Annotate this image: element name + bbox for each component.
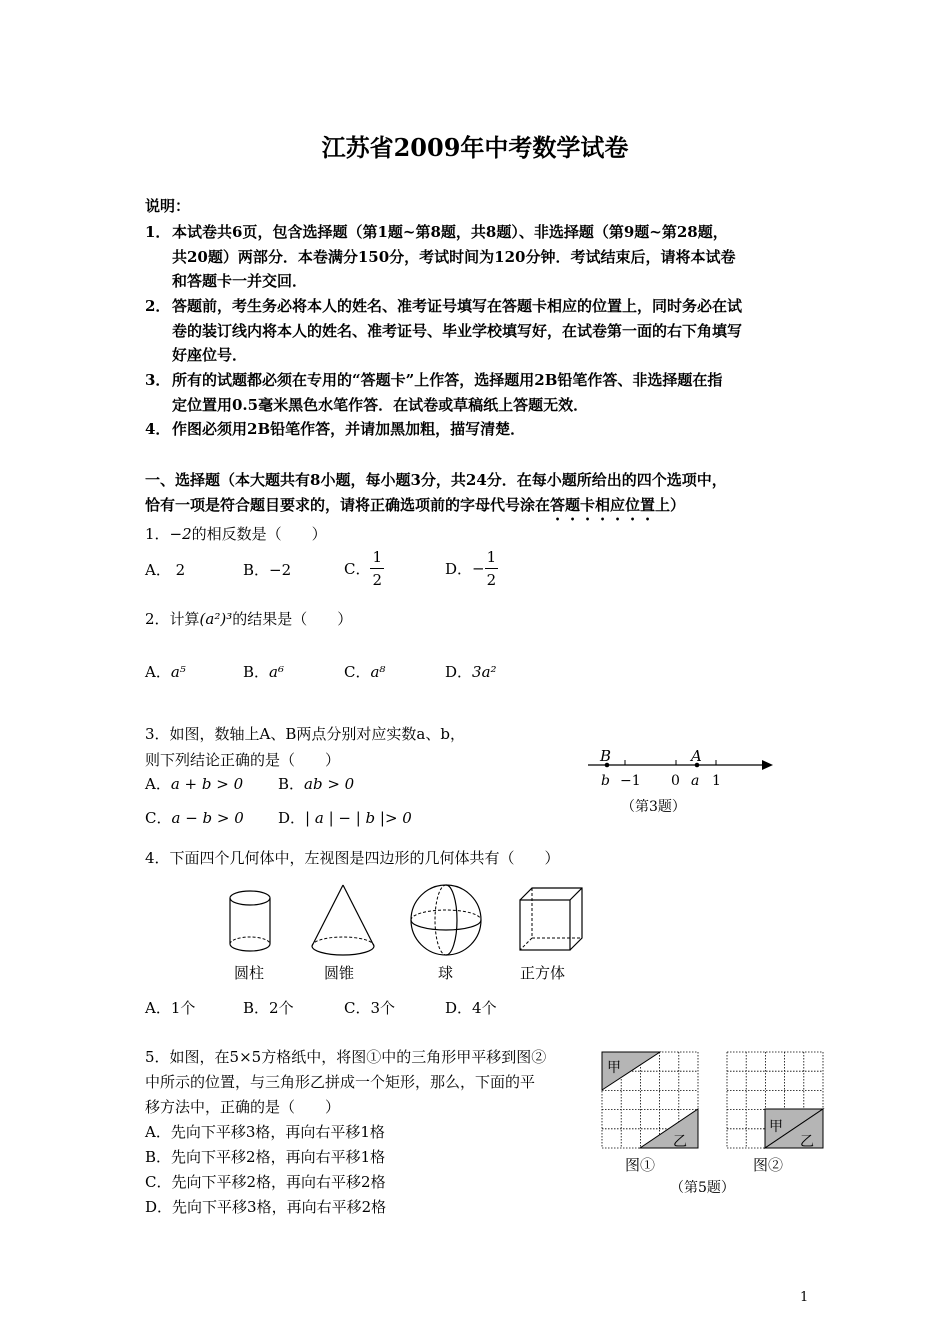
q4-option-c: C．3个	[344, 999, 396, 1017]
label-cylinder: 圆柱	[234, 964, 265, 982]
q3-option-b: B．ab > 0	[278, 775, 355, 793]
grid-figure-2	[727, 1052, 823, 1150]
q5-option-d: D．先向下平移3格，再向右平移2格	[145, 1198, 387, 1216]
q5-stem-line-1: 5．如图，在5×5方格纸中，将图①中的三角形甲平移到图②	[145, 1048, 547, 1066]
note-number: 2．	[145, 297, 171, 315]
q2-option-b: B．a⁶	[243, 663, 284, 681]
grid-figure-1	[602, 1052, 698, 1150]
q5-stem-line-3: 移方法中，正确的是（ ）	[145, 1098, 341, 1116]
note-line: 卷的装订线内将本人的姓名、准考证号、毕业学校填写好，在试卷第一面的右下角填写	[172, 321, 743, 340]
cylinder-icon	[230, 891, 270, 951]
number-line-figure	[585, 745, 785, 820]
page-title: 江苏省2009年中考数学试卷	[321, 133, 629, 162]
label-b: b	[601, 773, 610, 789]
note-line: 好座位号．	[172, 346, 248, 365]
q5-stem-line-2: 中所示的位置，与三角形乙拼成一个矩形，那么，下面的平	[145, 1073, 536, 1091]
label-zero: 0	[671, 773, 680, 789]
note-line: 和答题卡一并交回．	[172, 272, 308, 291]
q1-option-c: C． $\frac{1}{2}$	[344, 548, 383, 589]
q3-option-a: A．a + b > 0	[145, 775, 244, 793]
q3-option-c: C．a − b > 0	[145, 809, 244, 827]
cone-icon	[312, 885, 374, 955]
label-B: B	[600, 747, 612, 765]
sphere-icon	[411, 885, 481, 955]
note-number: 1．	[145, 223, 171, 241]
q4-option-a: A．1个	[145, 999, 196, 1017]
q1-option-a: A． 2	[145, 561, 186, 579]
label-yi-fig1: 乙	[673, 1134, 687, 1150]
note-number: 3．	[145, 371, 171, 389]
triangle-yi-fig1	[640, 1109, 698, 1148]
cube-icon	[520, 888, 582, 950]
note-line: 定位置用0.5毫米黑色水笔作答．在试卷或草稿纸上答题无效．	[172, 395, 589, 414]
q5-option-a: A．先向下平移3格，再向右平移1格	[145, 1123, 385, 1141]
note-line: 所有的试题都必须在专用的“答题卡”上作答，选择题用2B铅笔作答、非选择题在指	[172, 371, 723, 389]
emphasis-answer-card: 答题卡相应位置	[550, 496, 656, 514]
arrow-right-icon	[762, 760, 773, 770]
q3-stem-line-1: 3．如图，数轴上A、B两点分别对应实数a、b，	[145, 725, 465, 743]
note-line: 作图必须用2B铅笔作答，并请加黑加粗，描写清楚．	[172, 420, 526, 438]
q5-figure-caption: （第5题）	[670, 1180, 735, 1196]
label-a: a	[691, 773, 700, 789]
q1-stem: 1．−2的相反数是（ ）	[145, 525, 327, 543]
label-jia-fig1: 甲	[607, 1060, 621, 1076]
q4-stem: 4．下面四个几何体中，左视图是四边形的几何体共有（ ）	[145, 849, 560, 867]
q2-stem: 2．计算(a²)³的结果是（ ）	[145, 610, 353, 628]
label-sphere: 球	[438, 964, 454, 982]
q1-option-d: D．− $\frac{1}{2}$	[445, 548, 497, 589]
label-fig2: 图②	[753, 1156, 784, 1174]
q4-option-b: B．2个	[243, 999, 294, 1017]
note-line: 答题前，考生务必将本人的姓名、准考证号填写在答题卡相应的位置上，同时务必在试	[172, 297, 743, 315]
note-line: 共20题）两部分．本卷满分150分，考试时间为120分钟．考试结束后，请将本试卷	[172, 247, 736, 266]
note-number: 4．	[145, 420, 171, 438]
q5-option-c: C．先向下平移2格，再向右平移2格	[145, 1173, 386, 1191]
label-yi-fig2: 乙	[800, 1134, 814, 1150]
q4-option-d: D．4个	[445, 999, 497, 1017]
q3-option-d: D．| a | − | b |> 0	[278, 809, 412, 827]
q2-option-c: C．a⁸	[344, 663, 386, 681]
label-one: 1	[712, 773, 721, 789]
label-minus-one: −1	[620, 773, 641, 789]
section-1-line-2: 恰有一项是符合题目要求的，请将正确选项前的字母代号涂在答题卡相应位置上）	[145, 496, 686, 514]
solids-figure	[220, 880, 600, 985]
note-line: 本试卷共6页，包含选择题（第1题~第8题，共8题）、非选择题（第9题~第28题，	[172, 223, 728, 241]
q3-figure-caption: （第3题）	[621, 799, 686, 815]
label-fig1: 图①	[625, 1156, 656, 1174]
section-1-line-1: 一、选择题（本大题共有8小题，每小题3分，共24分．在每小题所给出的四个选项中，	[145, 471, 727, 489]
q2-option-d: D．3a²	[445, 663, 497, 681]
label-cube: 正方体	[520, 964, 566, 982]
q3-stem-line-2: 则下列结论正确的是（ ）	[145, 751, 341, 769]
label-cone: 圆锥	[324, 964, 355, 982]
label-jia-fig2: 甲	[769, 1119, 783, 1135]
q5-option-b: B．先向下平移2格，再向右平移1格	[145, 1148, 386, 1166]
q2-option-a: A．a⁵	[145, 663, 186, 681]
q1-option-b: B．−2	[243, 561, 292, 579]
notes-heading: 说明：	[145, 197, 191, 215]
label-A: A	[691, 747, 702, 765]
page-number: 1	[800, 1290, 809, 1305]
grid-translation-figure	[595, 1045, 835, 1200]
